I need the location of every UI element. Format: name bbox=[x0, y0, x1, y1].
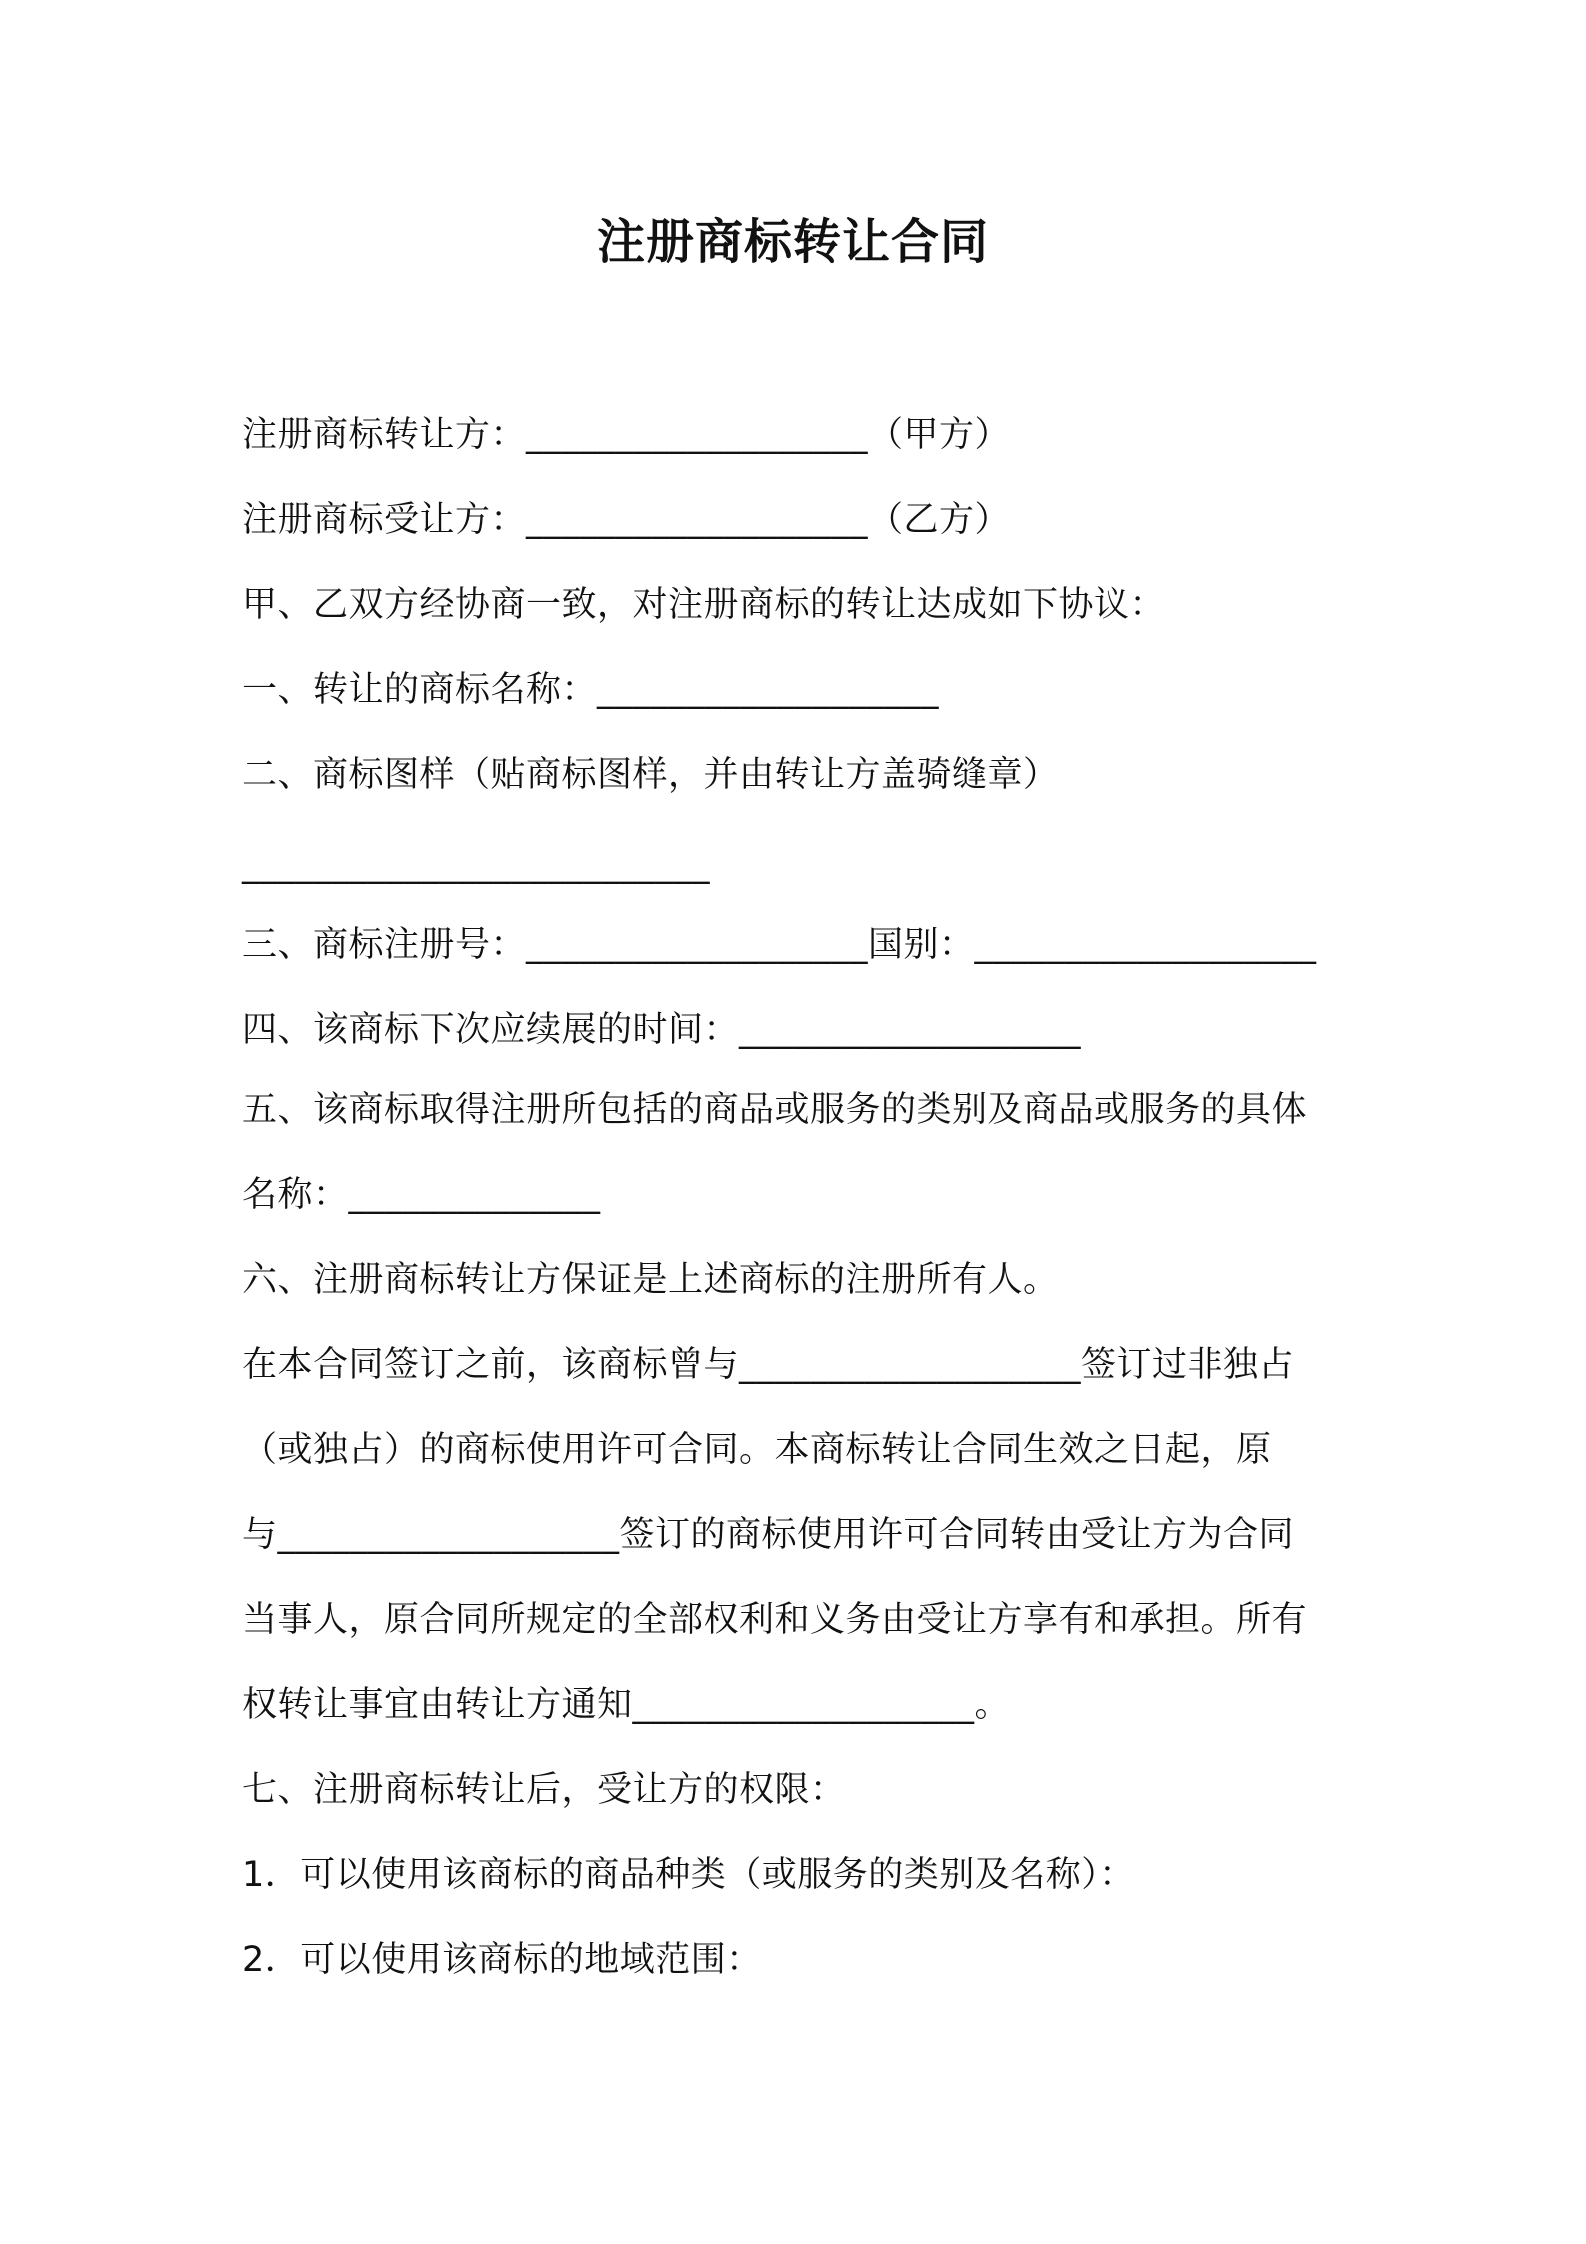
clause-4-renewal-time: 四、该商标下次应续展的时间：___________________ bbox=[242, 1010, 1082, 1050]
clause-3-registration-number: 三、商标注册号：___________________国别：___________________ bbox=[242, 925, 1317, 965]
agreement-intro: 甲、乙双方经协商一致，对注册商标的转让达成如下协议： bbox=[242, 585, 1166, 625]
transferee-line: 注册商标受让方：___________________（乙方） bbox=[242, 500, 1011, 540]
clause-6-license-line-3: 与___________________签订的商标使用许可合同转由受让方为合同 bbox=[242, 1515, 1295, 1555]
clause-1-trademark-name: 一、转让的商标名称：___________________ bbox=[242, 670, 940, 710]
clause-5-goods-services: 五、该商标取得注册所包括的商品或服务的类别及商品或服务的具体 bbox=[242, 1090, 1308, 1130]
transferor-line: 注册商标转让方：___________________（甲方） bbox=[242, 415, 1011, 455]
clause-7-transferee-rights: 七、注册商标转让后，受让方的权限： bbox=[242, 1770, 846, 1810]
clause-6-license-line-4: 当事人，原合同所规定的全部权利和义务由受让方享有和承担。所有 bbox=[242, 1600, 1308, 1640]
trademark-sample-blank: __________________________ bbox=[242, 845, 710, 885]
clause-7-item-1: 1．可以使用该商标的商品种类（或服务的类别及名称）： bbox=[242, 1855, 1135, 1895]
clause-7-item-2: 2．可以使用该商标的地域范围： bbox=[242, 1940, 762, 1980]
clause-6-license-line-1: 在本合同签订之前，该商标曾与___________________签订过非独占 bbox=[242, 1345, 1295, 1385]
clause-5-name-line: 名称：______________ bbox=[242, 1175, 601, 1215]
document-title: 注册商标转让合同 bbox=[596, 214, 989, 270]
clause-2-trademark-sample: 二、商标图样（贴商标图样，并由转让方盖骑缝章） bbox=[242, 755, 1059, 795]
clause-6-license-line-5: 权转让事宜由转让方通知___________________。 bbox=[242, 1685, 1011, 1725]
clause-6-ownership: 六、注册商标转让方保证是上述商标的注册所有人。 bbox=[242, 1260, 1059, 1300]
clause-6-license-line-2: （或独占）的商标使用许可合同。本商标转让合同生效之日起，原 bbox=[242, 1430, 1272, 1470]
